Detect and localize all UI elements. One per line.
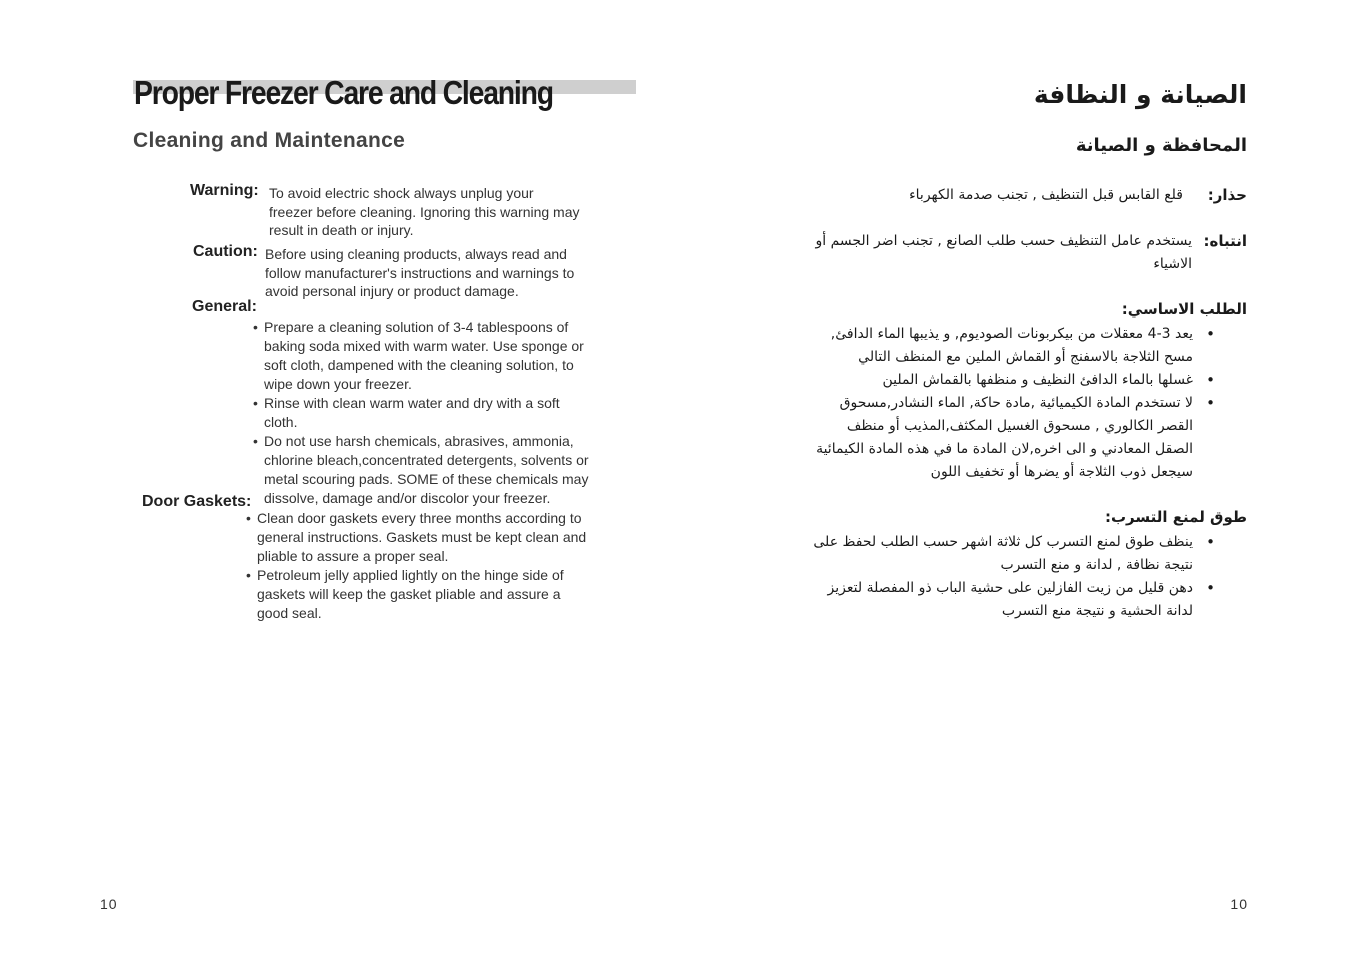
page-title: Proper Freezer Care and Cleaning bbox=[134, 74, 553, 111]
arabic-warning-text: قلع القابس قبل التنظيف , تجنب صدمة الكهرباء bbox=[909, 187, 1183, 203]
list-item: • يعد 3-4 معقلات من بيكربونات الصوديوم, و يذيبها الماء الدافئ, مسح الثلاجة بالاسفنج أو القماش الملين مع المنظف التالي bbox=[805, 323, 1215, 369]
general-label: General: bbox=[192, 298, 257, 315]
arabic-general-label: الطلب الاساسي: bbox=[1121, 300, 1247, 318]
door-gaskets-label: Door Gaskets: bbox=[142, 493, 252, 510]
arabic-caution-label: انتباه: bbox=[1203, 232, 1247, 250]
warning-label: Warning: bbox=[190, 182, 259, 199]
arabic-caution-text: يستخدم عامل التنظيف حسب طلب الصانع , تجنب اضر الجسم أو الاشياء bbox=[815, 233, 1192, 272]
list-item: • لا تستخدم المادة الكيميائية ,مادة حاكة, الماء النشادر,مسحوق القصر الكالوري , مسحوق الغسيل المكثف,المذيب أو منظف الصقل المعادني و الى اخره,لان المادة ما في هذه المادة الكيمائية سيجعل ذوب الثلاجة أو يضرها أو تخفيف اللون bbox=[805, 392, 1215, 484]
arabic-page-title: الصيانة و النظافة bbox=[1033, 80, 1247, 109]
page-number-left: 10 bbox=[100, 896, 118, 912]
warning-text: To avoid electric shock always unplug your freezer before cleaning. Ignoring this warning may result in death or injury. bbox=[269, 185, 580, 238]
door-gaskets-list bbox=[246, 509, 591, 623]
general-list bbox=[253, 318, 593, 508]
caution-text: Before using cleaning products, always read and follow manufacturer's instructions and warnings to avoid personal injury or product damage. bbox=[265, 246, 575, 299]
list-item: • غسلها بالماء الدافئ النظيف و منظفها بالقماش الملين bbox=[805, 369, 1215, 392]
arabic-door-gaskets-label: طوق لمنع التسرب: bbox=[1104, 508, 1247, 526]
list-item: • Prepare a cleaning solution of 3-4 tablespoons of baking soda mixed with warm water. Use sponge or soft cloth, dampened with the cleaning solution, to wipe down your freezer. bbox=[253, 318, 593, 394]
arabic-door-gaskets-list bbox=[805, 531, 1215, 623]
arabic-section-subtitle: المحافظة و الصيانة bbox=[1075, 135, 1247, 156]
list-item: • دهن قليل من زيت الفازلين على حشية الباب ذو المفصلة لتعزيز لدانة الحشية و نتيجة منع التسرب bbox=[805, 577, 1215, 623]
section-subtitle: Cleaning and Maintenance bbox=[133, 129, 406, 152]
list-item: • Clean door gaskets every three months according to general instructions. Gaskets must be kept clean and pliable to assure a proper seal. bbox=[246, 509, 591, 566]
list-item: • Do not use harsh chemicals, abrasives, ammonia, chlorine bleach,concentrated detergents, solvents or metal scouring pads. SOME of these chemicals may dissolve, damage and/or discolor your freezer. bbox=[253, 432, 593, 508]
page-number-right: 10 bbox=[1230, 896, 1248, 912]
list-item: • Petroleum jelly applied lightly on the hinge side of gaskets will keep the gasket pliable and assure a good seal. bbox=[246, 566, 591, 623]
arabic-general-list bbox=[805, 323, 1215, 484]
arabic-warning-label: حذار: bbox=[1207, 186, 1247, 204]
list-item: • ينظف طوق لمنع التسرب كل ثلاثة اشهر حسب الطلب لحفظ على نتيجة نظافة , لدانة و منع التسرب bbox=[805, 531, 1215, 577]
list-item: • Rinse with clean warm water and dry with a soft cloth. bbox=[253, 394, 593, 432]
caution-label: Caution: bbox=[193, 243, 258, 260]
